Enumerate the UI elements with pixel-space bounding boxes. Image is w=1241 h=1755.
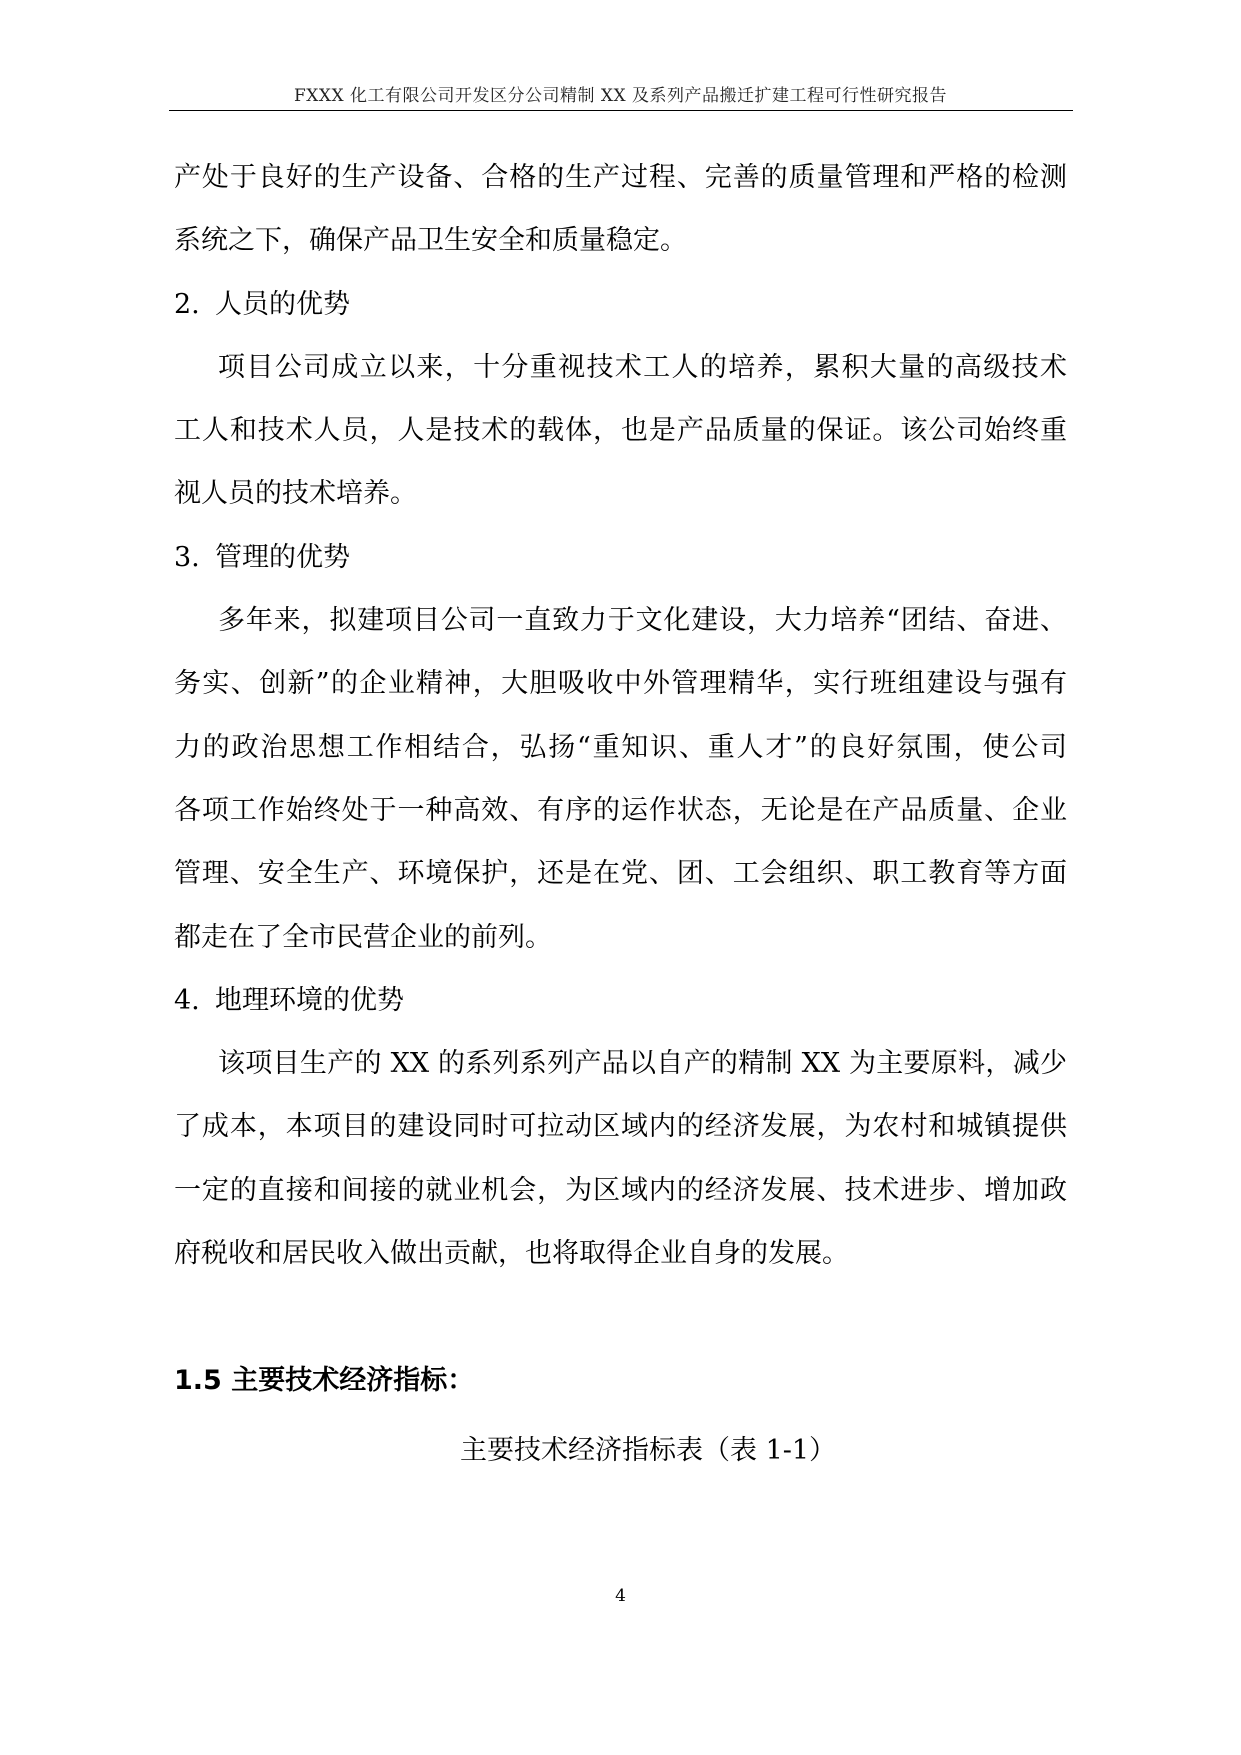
list-item-title: 地理环境的优势 xyxy=(215,984,404,1016)
section-heading: 1.5 主要技术经济指标： xyxy=(174,1365,475,1396)
text-line: 力的政治思想工作相结合，弘扬“重知识、重人才”的良好氛围，使公司 xyxy=(174,731,1067,763)
page-number: 4 xyxy=(615,1586,626,1606)
text-line: 一定的直接和间接的就业机会，为区域内的经济发展、技术进步、增加政 xyxy=(174,1174,1067,1206)
text-line: 该项目生产的 XX 的系列系列产品以自产的精制 XX 为主要原料，减少 xyxy=(218,1048,1067,1080)
list-item-heading xyxy=(174,526,1067,589)
list-item-heading xyxy=(174,273,1067,336)
list-item-heading xyxy=(174,969,1067,1032)
running-header-title: FXXX 化工有限公司开发区分公司精制 XX 及系列产品搬迁扩建工程可行性研究报告 xyxy=(293,86,948,106)
list-item-number: 2. xyxy=(174,288,200,320)
table-caption: 主要技术经济指标表（表 1-1） xyxy=(460,1435,837,1466)
list-item-title: 管理的优势 xyxy=(215,541,350,573)
header-divider xyxy=(169,110,1073,111)
list-item-title: 人员的优势 xyxy=(215,288,350,320)
text-line: 了成本，本项目的建设同时可拉动区域内的经济发展，为农村和城镇提供 xyxy=(174,1111,1067,1143)
text-line: 各项工作始终处于一种高效、有序的运作状态，无论是在产品质量、企业 xyxy=(174,794,1067,826)
text-line: 务实、创新”的企业精神，大胆吸收中外管理精华，实行班组建设与强有 xyxy=(174,668,1067,700)
text-line: 多年来，拟建项目公司一直致力于文化建设，大力培养“团结、奋进、 xyxy=(218,605,1067,637)
text-line: 视人员的技术培养。 xyxy=(174,478,417,510)
text-line: 府税收和居民收入做出贡献，也将取得企业自身的发展。 xyxy=(174,1238,849,1270)
text-line: 项目公司成立以来，十分重视技术工人的培养，累积大量的高级技术 xyxy=(218,351,1067,383)
text-line: 管理、安全生产、环境保护，还是在党、团、工会组织、职工教育等方面 xyxy=(174,858,1067,890)
text-line: 系统之下，确保产品卫生安全和质量稳定。 xyxy=(174,225,687,257)
text-line: 产处于良好的生产设备、合格的生产过程、完善的质量管理和严格的检测 xyxy=(174,162,1067,193)
list-item-number: 3. xyxy=(174,541,200,573)
text-line: 都走在了全市民营企业的前列。 xyxy=(174,921,552,953)
list-item-number: 4. xyxy=(174,984,200,1016)
text-line: 工人和技术人员，人是技术的载体，也是产品质量的保证。该公司始终重 xyxy=(174,415,1067,447)
document-body xyxy=(174,146,1067,1285)
